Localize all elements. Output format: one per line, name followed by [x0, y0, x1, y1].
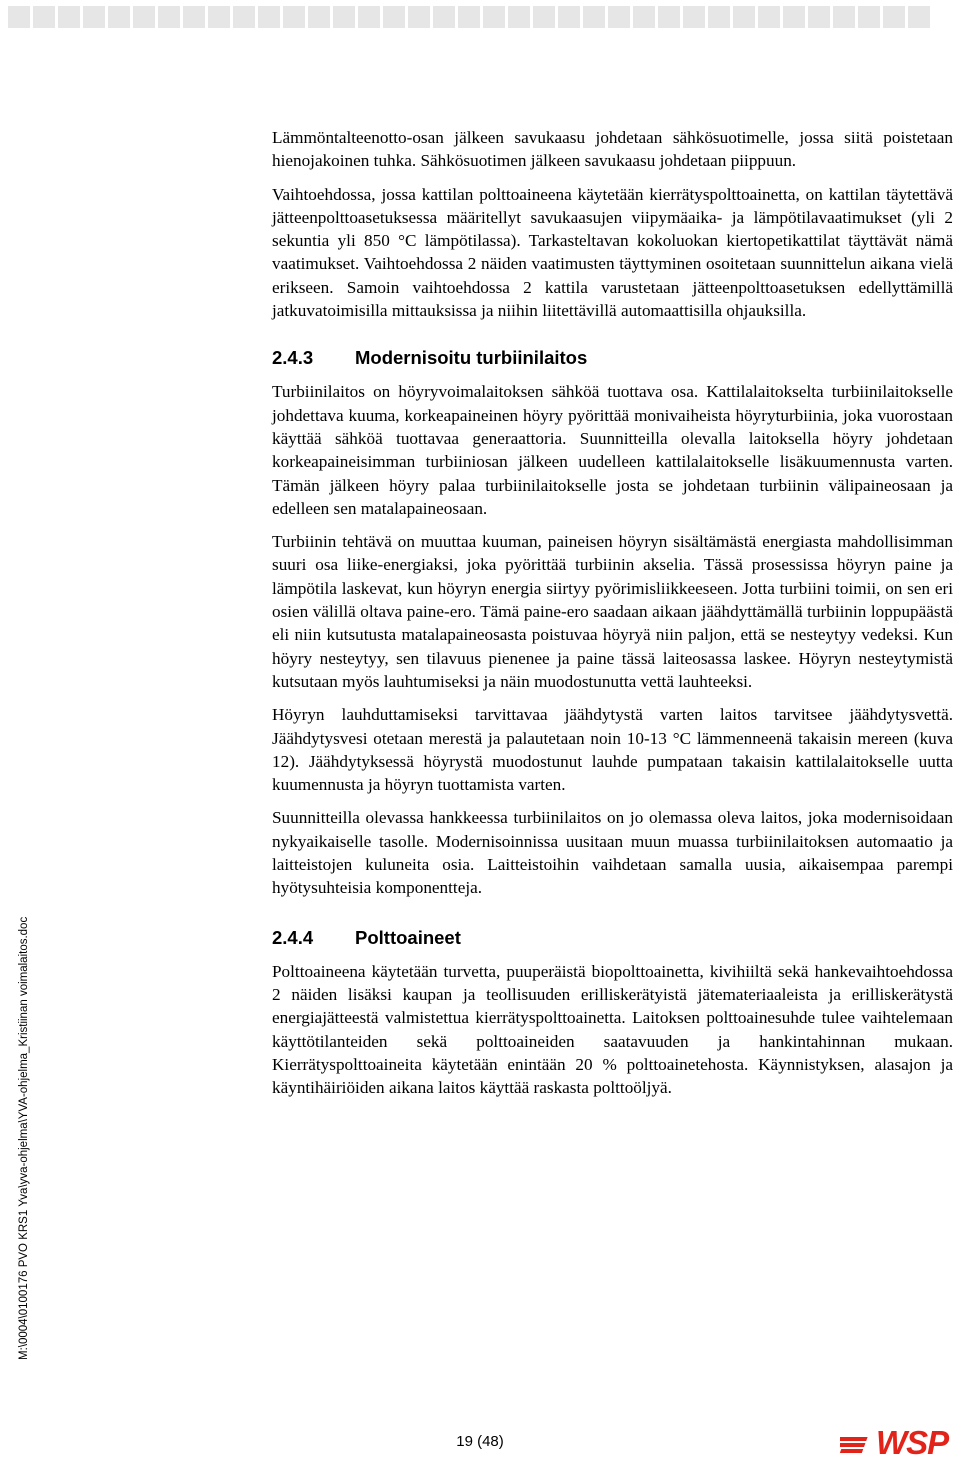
header-square [883, 6, 905, 28]
section-title: Modernisoitu turbiinilaitos [355, 347, 588, 369]
wsp-logo-mark [840, 1425, 956, 1459]
section-number: 2.4.3 [272, 347, 314, 369]
header-square [133, 6, 155, 28]
page-number: 19 (48) [456, 1433, 504, 1450]
header-square [383, 6, 405, 28]
header-square [258, 6, 280, 28]
header-square [683, 6, 705, 28]
page-content [272, 126, 953, 1099]
header-square [858, 6, 880, 28]
header-band [0, 0, 960, 34]
paragraph: Suunnitteilla olevassa hankkeessa turbiinilaitos on jo olemassa oleva laitos, joka modernisoidaan nykyaikaiselle tasolle. Modernisoinnissa uusitaan muun muassa turbiinilaitoksen automaatio ja laitteistojen kuluneita osia. Laitteistoihin vaihdetaan samalla uusia, aikaisempaa parempi hyötysuhteisia komponentteja. [272, 808, 953, 898]
header-square [633, 6, 655, 28]
header-decoration [8, 6, 930, 28]
header-square [58, 6, 80, 28]
header-square [233, 6, 255, 28]
paragraph: Turbiinin tehtävä on muuttaa kuuman, paineisen höyryn sisältämästä energiasta mahdollisimman suuri osa liike-energiaksi, joka pyörittää turbiinin akselia. Tässä prosessissa höyryn paine ja lämpötila laskevat, kun höyryn energia siirtyy pyörimisliikkeeseen. Jotta turbiini toimii, on sen eri osien välillä oltava paine-ero. Tämä paine-ero saadaan aikaan jäähdyttämällä turbiinin loppupäästä eli niin kutsutusta matalapaineosasta poistuvaa höyryä niin paljon, että se nesteytyy vedeksi. Kun höyry nesteytyy, sen tilavuus pienenee ja paine tässä laiteosassa laskee. Höyryn nesteytymistä kutsutaan myös lauhtumiseksi ja näin muodostunutta vettä lauhteeksi. [272, 532, 953, 691]
header-square [708, 6, 730, 28]
section-heading-2-4-4 [272, 926, 953, 950]
header-square [808, 6, 830, 28]
header-square [783, 6, 805, 28]
wsp-logo [840, 1424, 956, 1460]
header-square [358, 6, 380, 28]
header-square [108, 6, 130, 28]
header-square [83, 6, 105, 28]
section-title: Polttoaineet [355, 926, 461, 948]
header-square [308, 6, 330, 28]
header-square [658, 6, 680, 28]
header-square [283, 6, 305, 28]
logo-stripe [840, 1449, 863, 1453]
paragraph: Turbiinilaitos on höyryvoimalaitoksen sähköä tuottava osa. Kattilalaitokselta turbiinilaitokselle johdettava kuuma, korkeapaineinen höyry pyörittää monivaiheista höyryturbiinia, joka vuorostaan käyttää sähköä tuottavaa generaattoria. Suunnitteilla olevalla laitoksella höyry johdetaan korkeapaineisimman turbiiniosan jälkeen uudelleen kattilalaitokselle lisäkuumennusta varten. Tämän jälkeen höyry palaa turbiinilaitokselle josta se johdetaan turbiinin välipaineosaan ja edelleen sen matalapaineosaan. [272, 382, 953, 518]
header-square [458, 6, 480, 28]
header-square [558, 6, 580, 28]
section-heading-2-4-3 [272, 346, 953, 370]
header-square [8, 6, 30, 28]
header-square [433, 6, 455, 28]
header-square [533, 6, 555, 28]
header-square [183, 6, 205, 28]
logo-stripe [840, 1437, 868, 1441]
paragraph: Vaihtoehdossa, jossa kattilan polttoaineena käytetään kierrätyspolttoainetta, on kattilan täytettävä jätteenpolttoasetuksessa määritellyt savukaasujen viipymäaika- ja lämpötilavaatimukset (yli 2 sekuntia yli 850 °C lämpötilassa). Tarkasteltavan kokoluokan kiertopetikattilat täyttävät nämä vaatimukset. Vaihtoehdossa 2 näiden vaatimusten täyttyminen osoitetaan suunnittelun aikana vielä erikseen. Samoin vaihtoehdossa 2 kattila varustetaan jätteenpolttoasetuksen edellyttämillä jatkuvatoimisilla mittauksissa ja niihin liitettävillä automaattisilla ohjauksilla. [272, 184, 953, 321]
header-square [158, 6, 180, 28]
header-square [733, 6, 755, 28]
header-square [833, 6, 855, 28]
header-square [333, 6, 355, 28]
header-square [483, 6, 505, 28]
header-square [208, 6, 230, 28]
header-square [408, 6, 430, 28]
header-square [608, 6, 630, 28]
paragraph: Höyryn lauhduttamiseksi tarvittavaa jäähdytystä varten laitos tarvitsee jäähdytysvettä. Jäähdytysvesi otetaan merestä ja palautetaan noin 10-13 °C lämmenneenä takaisin mereen (kuva 12). Jäähdytyksessä höyrystä muodostunut lauhde pumpataan takaisin kattilalaitokselle uutta kuumennusta ja höyryn tuottamista varten. [272, 705, 953, 795]
logo-stripe [840, 1443, 865, 1447]
paragraph: Lämmöntalteenotto-osan jälkeen savukaasu johdetaan sähkösuotimelle, jossa siitä poistetaan hienojakoinen tuhka. Sähkösuotimen jälkeen savukaasu johdetaan piippuun. [272, 128, 953, 171]
paragraph: Polttoaineena käytetään turvetta, puuperäistä biopolttoainetta, kivihiiltä sekä hankevaihtoehdossa 2 näiden lisäksi kaupan ja teollisuuden erilliskerätyistä jätemateriaaleista ja erilliskerätystä energiajätteestä valmistettua kierrätyspolttoainetta. Laitoksen polttoainesuhde tulee vaihtelemaan käyttötilanteiden sekä polttoaineiden saatavuuden ja hankintahinnan mukaan. Kierrätyspolttoaineita käytetään enintään 20 % polttoainetehosta. Käynnistyksen, alasajon ja käyntihäiriöiden aikana laitos käyttää raskasta polttoöljyä. [272, 961, 953, 1098]
header-square [33, 6, 55, 28]
section-number: 2.4.4 [272, 926, 314, 948]
header-square [908, 6, 930, 28]
logo-text: WSP [876, 1425, 949, 1459]
header-square [758, 6, 780, 28]
document-path: M:\0004\0100176 PVO KRS1 Yva\yva-ohjelma\YVA-ohjelma_Kristiinan voimalaitos.doc [18, 916, 30, 1360]
header-square [508, 6, 530, 28]
header-square [583, 6, 605, 28]
